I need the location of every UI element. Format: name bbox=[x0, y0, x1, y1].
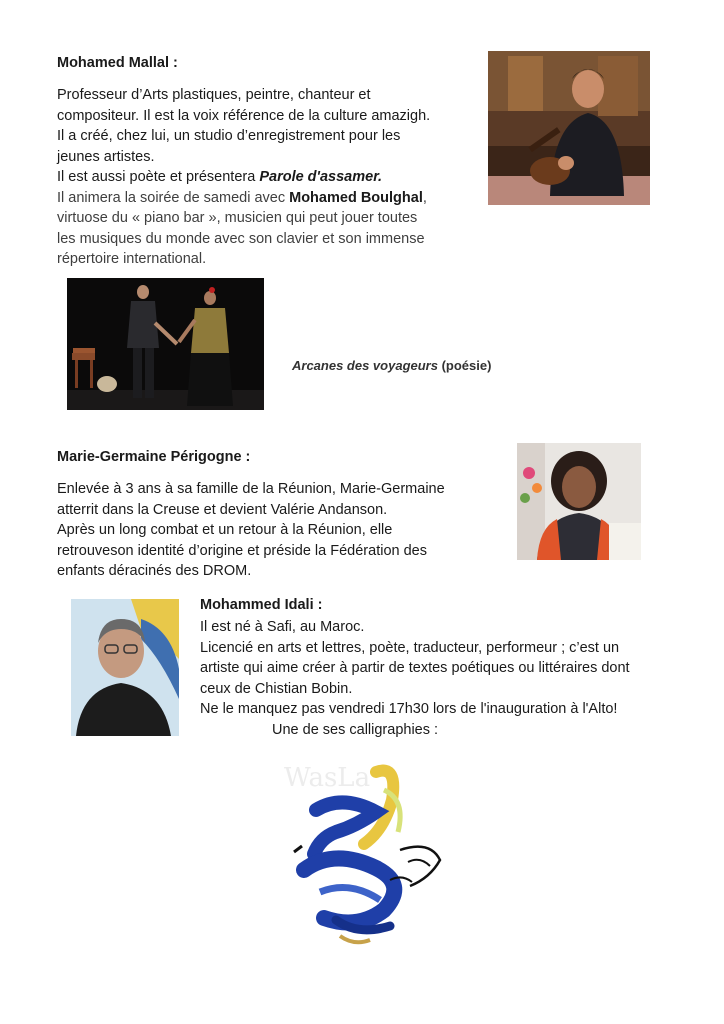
mallal-line-8: les musiques du monde avec son clavier et son immense bbox=[57, 230, 425, 247]
evening-prefix: Il animera la soirée de samedi avec bbox=[57, 189, 290, 206]
idali-heading: Mohammed Idali : bbox=[200, 597, 323, 613]
idali-bio bbox=[200, 617, 680, 740]
stage-photo bbox=[67, 278, 264, 410]
book-title: Parole d'assamer. bbox=[259, 169, 383, 185]
partner-name: Mohamed Boulghal bbox=[289, 189, 423, 206]
calligraphy-intro: Une de ses calligraphies : bbox=[272, 721, 439, 738]
evening-comma: , bbox=[422, 189, 427, 206]
mallal-line-7: virtuose du « piano bar », musicien qui peut jouer toutes bbox=[57, 210, 418, 226]
mallal-photo bbox=[488, 51, 650, 205]
perigogne-photo bbox=[517, 443, 641, 560]
mallal-line-2: compositeur. Il est la voix référence de la culture amazigh. bbox=[57, 107, 431, 124]
mallal-line-1: Professeur d’Arts plastiques, peintre, chanteur et bbox=[57, 87, 371, 103]
idali-line-2: Licencié en arts et lettres, poète, traducteur, performeur ; c’est un bbox=[200, 639, 620, 656]
stage-caption-title: Arcanes des voyageurs bbox=[292, 358, 438, 373]
perigogne-line-2: atterrit dans la Creuse et devient Valérie Andanson. bbox=[57, 501, 388, 518]
mallal-line-3: Il a créé, chez lui, un studio d’enregistrement pour les bbox=[57, 128, 401, 144]
mallal-heading: Mohamed Mallal : bbox=[57, 55, 178, 71]
idali-line-1: Il est né à Safi, au Maroc. bbox=[200, 619, 365, 635]
perigogne-heading: Marie-Germaine Périgogne : bbox=[57, 449, 251, 465]
idali-line-5: Ne le manquez pas vendredi 17h30 lors de l'inauguration à l'Alto! bbox=[200, 701, 618, 717]
mallal-line-9: répertoire international. bbox=[57, 251, 207, 267]
perigogne-bio bbox=[57, 479, 487, 582]
mallal-line-4: jeunes artistes. bbox=[57, 148, 155, 165]
mallal-line-6 bbox=[57, 188, 477, 209]
idali-photo bbox=[71, 599, 179, 736]
calligraphy-image bbox=[280, 760, 452, 950]
perigogne-line-3: Après un long combat et un retour à la Réunion, elle bbox=[57, 522, 393, 538]
perigogne-line-5: enfants déracinés des DROM. bbox=[57, 563, 252, 579]
stage-caption bbox=[292, 358, 491, 373]
calligraphy-watermark: WasLa bbox=[284, 763, 371, 793]
perigogne-line-1: Enlevée à 3 ans à sa famille de la Réunion, Marie-Germaine bbox=[57, 481, 445, 497]
perigogne-line-4: retrouveson identité d’origine et préside la Fédération des bbox=[57, 542, 427, 559]
mallal-line-5 bbox=[57, 167, 477, 188]
idali-line-4: ceux de Chistian Bobin. bbox=[200, 680, 353, 697]
idali-line-3: artiste qui aime créer à partir de textes poétiques ou littéraires dont bbox=[200, 660, 630, 676]
mallal-line-5-text: Il est aussi poète et présentera bbox=[57, 169, 260, 185]
mallal-bio bbox=[57, 85, 477, 270]
stage-caption-rest: (poésie) bbox=[437, 358, 492, 373]
